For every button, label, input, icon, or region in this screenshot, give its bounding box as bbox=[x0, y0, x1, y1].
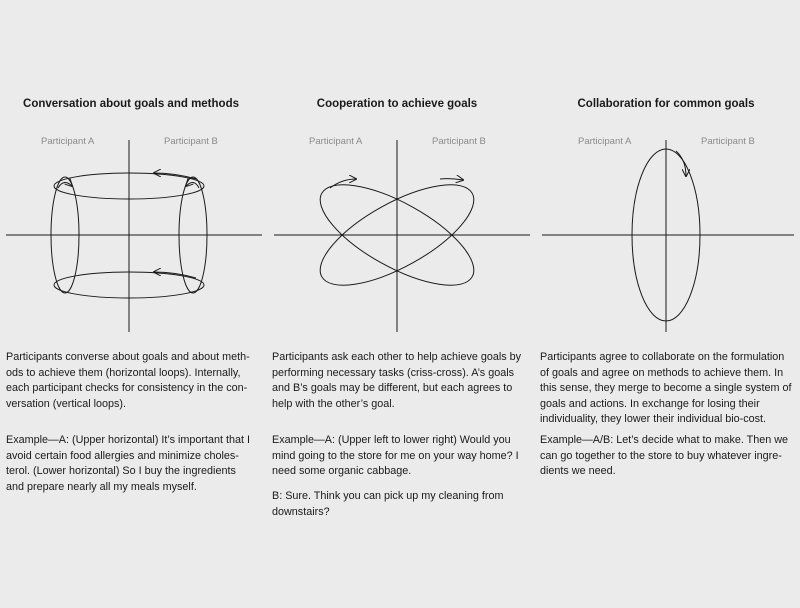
participant-b-label: Participant B bbox=[701, 136, 755, 147]
cooperation-crisscross-diagram bbox=[268, 130, 536, 340]
conversation-loops-diagram bbox=[0, 130, 268, 340]
panel-example: Example—A: (Upper horizontal) It’s important that I avoid certain food allergies and minimize choles-terol. (Lower horizontal) So I buy the ingredients and prepare nearly all my meals myself. bbox=[6, 434, 251, 493]
collaboration-loop-diagram bbox=[536, 130, 800, 340]
panel-example-reply: B: Sure. Think you can pick up my cleaning from downstairs? bbox=[272, 490, 504, 518]
panel-description: Participants ask each other to help achieve goals by performing necessary tasks (criss-cross). A’s goals and B’s goals may be different, but each agrees to help with the other’s goal. bbox=[272, 351, 522, 410]
panel-title: Cooperation to achieve goals bbox=[316, 98, 478, 110]
left-loop-arrow bbox=[330, 179, 356, 188]
panel-example: Example—A/B: Let’s decide what to make. Then we can go together to the store to buy whatever ingre-dients we need. bbox=[540, 434, 789, 478]
right-loop-arrow bbox=[440, 179, 463, 180]
participant-b-label: Participant B bbox=[164, 136, 218, 147]
panel-description: Participants agree to collaborate on the formulation of goals and agree on methods to achieve them. In this sense, they merge to become a single system of goals and actions. In exchange for losing their individuality, they lower their individual bio-cost. bbox=[540, 351, 792, 426]
loop-arrow bbox=[676, 151, 686, 176]
panel-conversation bbox=[0, 0, 268, 608]
panel-example: Example—A: (Upper left to lower right) Would you mind going to the store for me on your way home? I need some organic cabbage. bbox=[272, 434, 519, 478]
panel-title: Conversation about goals and methods bbox=[23, 98, 239, 110]
left-loop-arrow bbox=[58, 182, 72, 188]
panel-cooperation bbox=[268, 0, 536, 608]
panel-description: Participants converse about goals and about meth-ods to achieve them (horizontal loops). Internally, each participant checks for consistency in the con-versation (vertical loops). bbox=[6, 351, 250, 410]
participant-a-label: Participant A bbox=[41, 136, 95, 147]
right-loop-arrow bbox=[186, 182, 199, 188]
participant-a-label: Participant A bbox=[578, 136, 632, 147]
panel-collaboration bbox=[536, 0, 800, 608]
participant-a-label: Participant A bbox=[309, 136, 363, 147]
participant-b-label: Participant B bbox=[432, 136, 486, 147]
panel-title: Collaboration for common goals bbox=[577, 98, 755, 110]
